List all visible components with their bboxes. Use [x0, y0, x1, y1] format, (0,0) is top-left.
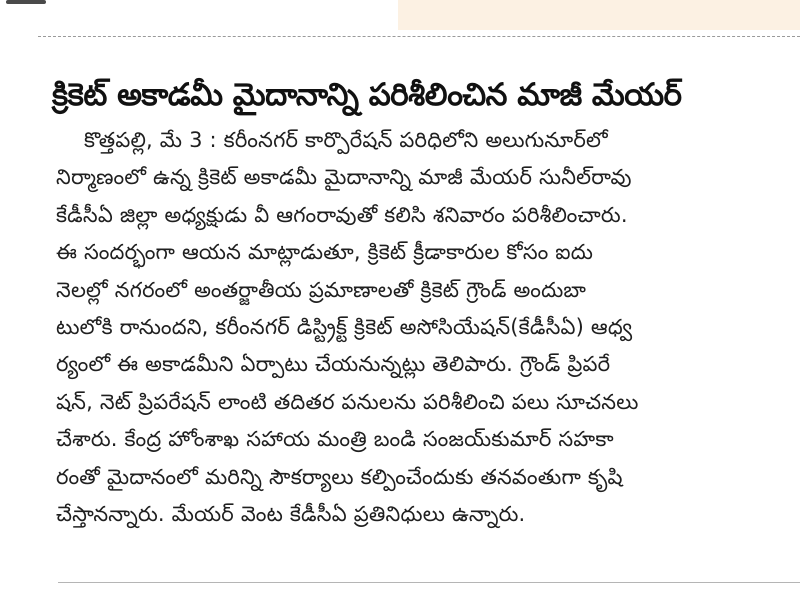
article-line: చేశారు. కేంద్ర హోంశాఖ సహాయ మంత్రి బండి సంజయ్‌కుమార్ సహకా [56, 427, 614, 452]
article-line: ఈ సందర్భంగా ఆయన మాట్లాడుతూ, క్రికెట్ క్రీడాకారుల కోసం ఐదు [56, 240, 594, 265]
article-line: నెలల్లో నగరంలో అంతర్జాతీయ ప్రమాణాలతో క్రికెట్ గ్రౌండ్ అందుబా [56, 277, 587, 302]
article-body [56, 122, 776, 533]
article-line: నిర్మాణంలో ఉన్న క్రికెట్ అకాడమీ మైదానాన్ని మాజీ మేయర్ సునీల్‌రావు [56, 165, 632, 190]
article-line: చేస్తానన్నారు. మేయర్ వెంట కేడీసీఏ ప్రతినిధులు ఉన్నారు. [56, 501, 526, 526]
section-divider-bottom [58, 582, 800, 583]
article-line: ర్యంలో ఈ అకాడమీని ఏర్పాటు చేయనున్నట్లు తెలిపారు. గ్రౌండ్ ప్రిపరే [56, 352, 611, 377]
article-line: రంతో మైదానంలో మరిన్ని సౌకర్యాలు కల్పించేందుకు తనవంతుగా కృషి [56, 464, 623, 489]
section-divider-top [38, 36, 800, 37]
article-line: షన్, నెట్ ప్రిపరేషన్ లాంటి తదితర పనులను పరిశీలించి పలు సూచనలు [56, 389, 639, 414]
clipped-text-fragment-left [0, 0, 70, 8]
article-line: కేడీసీఏ జిల్లా అధ్యక్షుడు వీ ఆగంరావుతో కలిసి శనివారం పరిశీలించారు. [56, 202, 628, 227]
clipped-text-fragment-right [426, 0, 766, 4]
sidebar-box-fragment [398, 0, 800, 30]
article-line: టులోకి రానుందని, కరీంనగర్ డిస్ట్రిక్ట్ క్రికెట్ అసోసియేషన్(కేడీసీఏ) ఆధ్వ [56, 314, 633, 339]
article-headline: క్రికెట్ అకాడమీ మైదానాన్ని పరిశీలించిన మాజీ మేయర్ [52, 76, 682, 113]
article-line: కొత్తపల్లి, మే 3 : కరీంనగర్ కార్పొరేషన్ పరిధిలోని అలుగునూర్‌లో [84, 128, 608, 152]
